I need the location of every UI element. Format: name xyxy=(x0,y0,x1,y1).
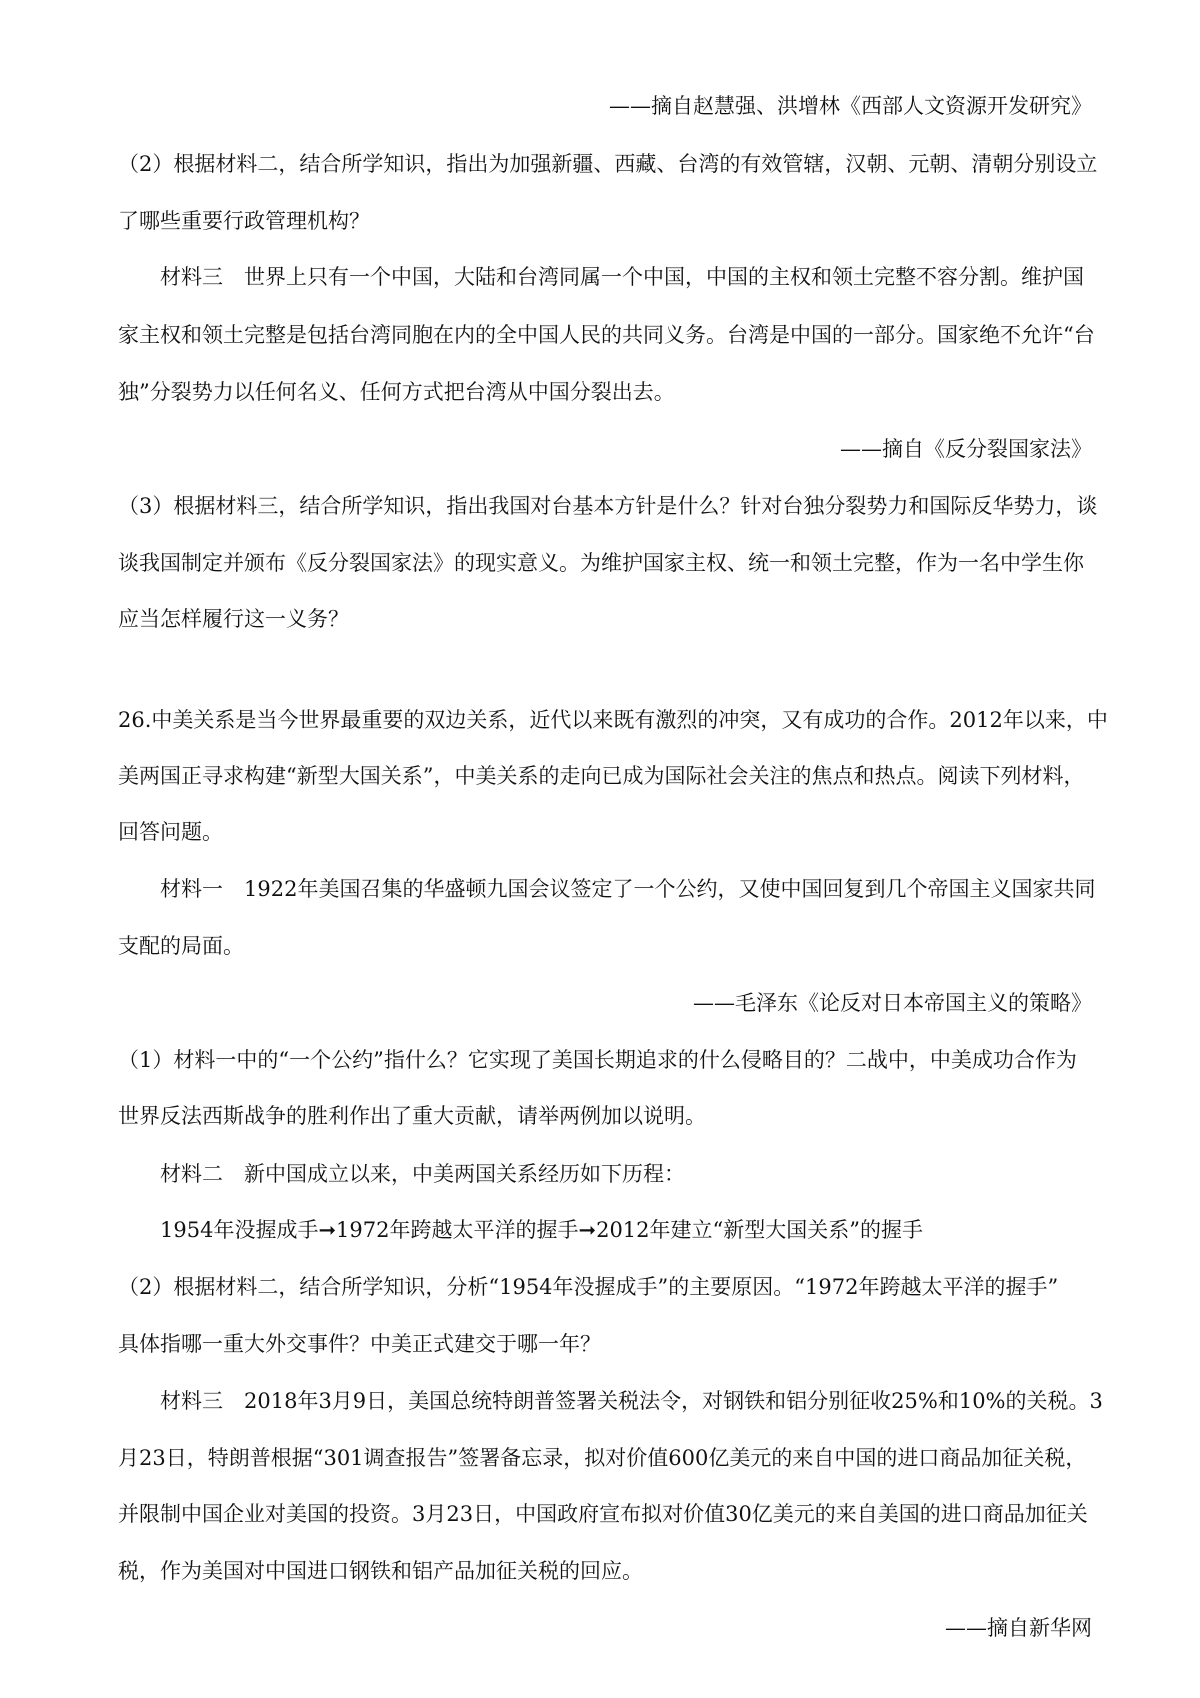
material-text: 并限制中国企业对美国的投资。3月23日，中国政府宣布拟对价值30亿美元的来自美国的进口商品加征关 xyxy=(118,1502,1088,1526)
question-heading: 美两国正寻求构建“新型大国关系”，中美关系的走向已成为国际社会关注的焦点和热点。阅读下列材料， xyxy=(118,764,1085,788)
question-text: （2）根据材料二，结合所学知识，分析“1954年没握成手”的主要原因。“1972年跨越太平洋的握手” xyxy=(118,1275,1059,1299)
question-text: （3）根据材料三，结合所学知识，指出我国对台基本方针是什么？针对台独分裂势力和国际反华势力，谈 xyxy=(118,494,1098,518)
question-text: （2）根据材料二，结合所学知识，指出为加强新疆、西藏、台湾的有效管辖，汉朝、元朝、清朝分别设立 xyxy=(118,152,1098,176)
question-text: （1）材料一中的“一个公约”指什么？它实现了美国长期追求的什么侵略目的？二战中，中美成功合作为 xyxy=(118,1048,1077,1072)
citation-line: ——摘自赵慧强、洪增林《西部人文资源开发研究》 xyxy=(609,94,1092,118)
material-text: 材料二 新中国成立以来，中美两国关系经历如下历程： xyxy=(160,1162,685,1186)
material-text: 独”分裂势力以任何名义、任何方式把台湾从中国分裂出去。 xyxy=(118,380,675,404)
question-text: 了哪些重要行政管理机构？ xyxy=(118,209,370,233)
question-text: 具体指哪一重大外交事件？中美正式建交于哪一年？ xyxy=(118,1332,601,1356)
citation-line: ——摘自新华网 xyxy=(945,1616,1092,1640)
material-text: 家主权和领土完整是包括台湾同胞在内的全中国人民的共同义务。台湾是中国的一部分。国家绝不允许“台 xyxy=(118,323,1095,347)
material-text: 税，作为美国对中国进口钢铁和铝产品加征关税的回应。 xyxy=(118,1559,643,1583)
question-heading: 26.中美关系是当今世界最重要的双边关系，近代以来既有激烈的冲突，又有成功的合作。2012年以来，中 xyxy=(118,708,1108,732)
question-text: 世界反法西斯战争的胜利作出了重大贡献，请举两例加以说明。 xyxy=(118,1104,706,1128)
material-text: 材料三 世界上只有一个中国，大陆和台湾同属一个中国，中国的主权和领土完整不容分割。维护国 xyxy=(160,265,1084,289)
material-text: 材料一 1922年美国召集的华盛顿九国会议签定了一个公约，又使中国回复到几个帝国主义国家共同 xyxy=(160,877,1096,901)
material-text: 材料三 2018年3月9日，美国总统特朗普签署关税法令，对钢铁和铝分别征收25%和10%的关税。3 xyxy=(160,1389,1103,1413)
timeline-text: 1954年没握成手➞1972年跨越太平洋的握手➞2012年建立“新型大国关系”的握手 xyxy=(160,1218,923,1242)
question-text: 应当怎样履行这一义务？ xyxy=(118,607,349,631)
question-text: 谈我国制定并颁布《反分裂国家法》的现实意义。为维护国家主权、统一和领土完整，作为一名中学生你 xyxy=(118,551,1084,575)
citation-line: ——摘自《反分裂国家法》 xyxy=(840,437,1092,461)
citation-line: ——毛泽东《论反对日本帝国主义的策略》 xyxy=(693,991,1092,1015)
material-text: 月23日，特朗普根据“301调查报告”签署备忘录，拟对价值600亿美元的来自中国的进口商品加征关税， xyxy=(118,1446,1087,1470)
material-text: 支配的局面。 xyxy=(118,934,244,958)
question-heading: 回答问题。 xyxy=(118,820,223,844)
